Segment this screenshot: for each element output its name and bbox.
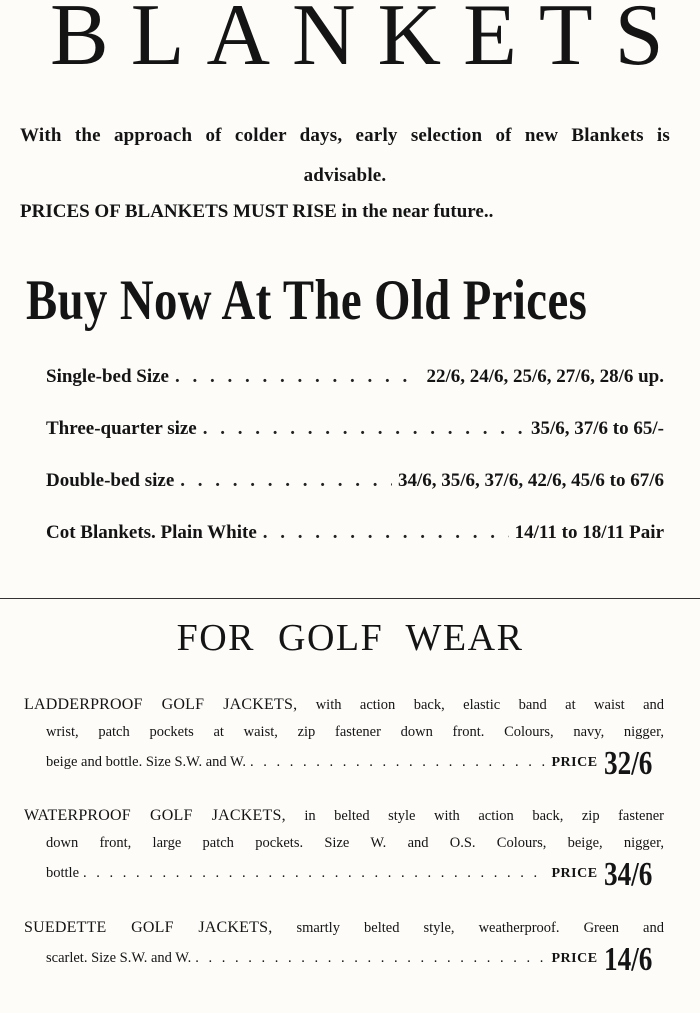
jacket-description-line: wrist, patch pockets at waist, zip fastener down front. Colours, navy, nigger, [46,724,664,740]
jacket-description-line: down front, large patch pockets. Size W. and O.S. Colours, beige, nigger, [46,835,664,851]
price-row-single-bed [46,366,664,418]
blankets-intro [20,116,670,196]
dot-leader [180,470,392,492]
jacket-ladderproof [24,691,665,782]
intro-line-2: advisable. [303,165,387,186]
jacket-price: 34/6 [603,856,652,893]
jacket-description-end: scarlet. Size S.W. and W. [46,950,192,966]
price-word: PRICE [551,755,598,770]
price-label: Cot Blankets. Plain White [46,522,257,543]
price-word: PRICE [551,866,598,881]
jacket-description-end: beige and bottle. Size S.W. and W. [46,754,247,770]
jacket-first-line [24,914,664,942]
jacket-description-end: bottle [46,865,80,881]
jacket-price: 32/6 [603,745,652,782]
jacket-suedette [24,914,664,978]
jacket-first-line [24,691,664,719]
jacket-name: SUEDETTE GOLF JACKETS, [24,919,273,936]
section-divider [0,598,700,599]
jacket-description: in belted style with action back, zip fastener [285,808,664,824]
warning-rest: in the near future.. [336,201,494,222]
dot-leader [203,418,525,440]
jacket-name: WATERPROOF GOLF JACKETS, [24,807,286,824]
blankets-heading: BLANKETS [50,0,686,84]
price-row-cot-blankets [46,522,664,574]
warning-caps: PRICES OF BLANKETS MUST RISE [20,201,337,222]
price-label: Double-bed size [46,470,175,491]
dot-leader [175,366,420,388]
price-value: 22/6, 24/6, 25/6, 27/6, 28/6 up. [426,366,664,387]
price-row-double-bed [46,470,664,522]
jacket-price: 14/6 [603,941,652,978]
dot-leader [263,522,509,544]
jacket-price-line [24,856,664,893]
jacket-price-line [24,745,664,782]
blanket-price-list [46,366,664,574]
price-label: Three-quarter size [46,418,197,439]
dot-leader [195,945,547,972]
jacket-waterproof [24,802,664,893]
price-row-three-quarter [46,418,664,470]
dot-leader [83,860,547,887]
jacket-description: smartly belted style, weatherproof. Green and [272,920,664,936]
jacket-price-line [24,941,664,978]
buy-now-headline: Buy Now At The Old Prices [26,269,588,332]
jacket-description: with action back, elastic band at waist and [297,697,665,713]
jacket-first-line [24,802,664,830]
price-rise-warning [20,201,670,223]
golf-wear-heading: FOR GOLF WEAR [176,617,524,659]
price-value: 35/6, 37/6 to 65/- [531,418,664,439]
price-label: Single-bed Size [46,366,169,387]
intro-line-1: With the approach of colder days, early selection of new Blankets is [20,125,670,146]
price-word: PRICE [551,951,598,966]
jacket-name: LADDERPROOF GOLF JACKETS, [24,696,298,713]
price-value: 14/11 to 18/11 Pair [514,522,664,543]
price-value: 34/6, 35/6, 37/6, 42/6, 45/6 to 67/6 [398,470,664,491]
dot-leader [250,749,547,776]
